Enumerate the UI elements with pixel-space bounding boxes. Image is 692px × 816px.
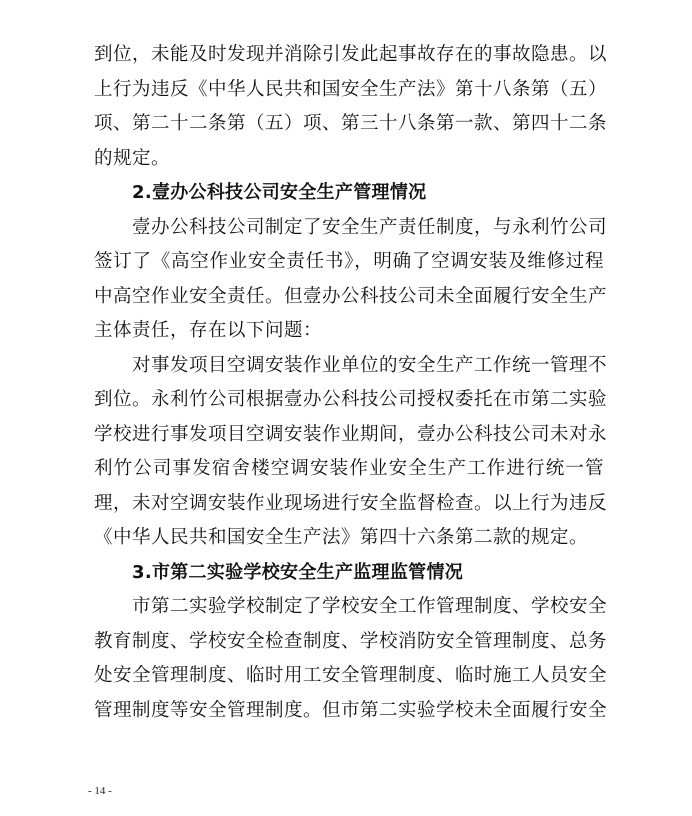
- text-line: 的规定。: [94, 147, 171, 169]
- text-line: 理，未对空调安装作业现场进行安全监督检查。以上行为违反: [94, 492, 608, 514]
- text-line: 处安全管理制度、临时用工安全管理制度、临时施工人员安全: [94, 665, 608, 686]
- text-line: 签订了《高空作业安全责任书》，明确了空调安装及维修过程: [94, 251, 604, 272]
- text-line: 《中华人民共和国安全生产法》第四十六条第二款的规定。: [94, 527, 589, 548]
- page-number: - 14 -: [88, 785, 112, 797]
- text-line: 上行为违反《中华人民共和国安全生产法》第十八条第（五）: [94, 78, 608, 100]
- text-line: 对事发项目空调安装作业单位的安全生产工作统一管理不: [94, 354, 608, 376]
- text-line: 市第二实验学校制定了学校安全工作管理制度、学校安全: [94, 596, 608, 617]
- text-line: 到位。永利竹公司根据壹办公科技公司授权委托在市第二实验: [94, 389, 608, 410]
- text-line: 主体责任，存在以下问题：: [94, 320, 323, 341]
- text-line: 中高空作业安全责任。但壹办公科技公司未全面履行安全生产: [94, 285, 608, 307]
- text-line: 壹办公科技公司制定了安全生产责任制度，与永利竹公司: [94, 216, 608, 238]
- text-line: 学校进行事发项目空调安装作业期间，壹办公科技公司未对永: [94, 423, 608, 445]
- section-heading-2: 2.壹办公科技公司安全生产管理情况: [132, 182, 427, 203]
- document-page: [94, 38, 608, 728]
- text-line: 管理制度等安全管理制度。但市第二实验学校未全面履行安全: [94, 699, 608, 721]
- text-line: 利竹公司事发宿舍楼空调安装作业安全生产工作进行统一管: [94, 458, 604, 479]
- text-line: 项、第二十二条第（五）项、第三十八条第一款、第四十二条: [94, 113, 608, 134]
- section-heading-3: 3.市第二实验学校安全生产监理监管情况: [132, 561, 464, 583]
- text-line: 教育制度、学校安全检查制度、学校消防安全管理制度、总务: [94, 630, 608, 652]
- text-line: 到位，未能及时发现并消除引发此起事故存在的事故隐患。以: [94, 44, 608, 65]
